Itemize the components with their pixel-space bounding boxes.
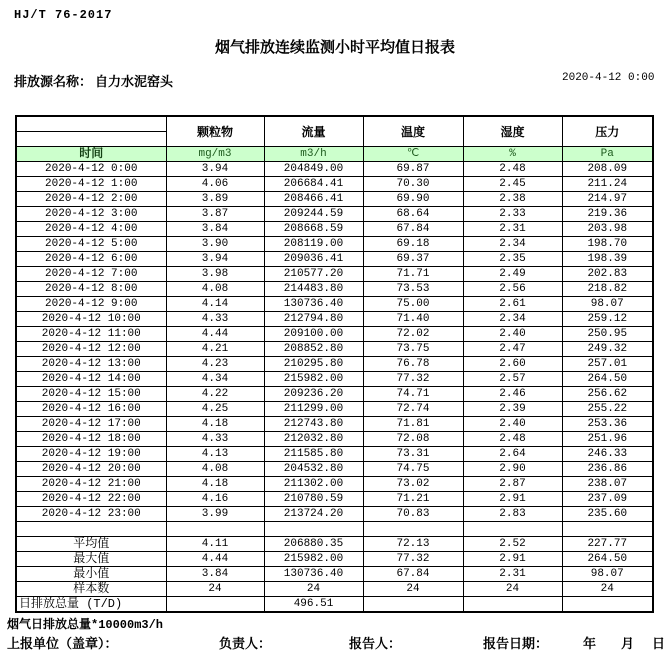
value-cell: 2.61: [463, 297, 562, 312]
value-cell: 264.50: [562, 552, 653, 567]
value-cell: 264.50: [562, 372, 653, 387]
value-cell: 71.40: [363, 312, 463, 327]
value-cell: 2.46: [463, 387, 562, 402]
value-cell: [363, 597, 463, 613]
value-cell: 209244.59: [264, 207, 363, 222]
value-cell: 24: [264, 582, 363, 597]
table-row: [16, 372, 653, 387]
value-cell: 70.83: [363, 507, 463, 522]
value-cell: 4.08: [166, 282, 264, 297]
value-cell: 69.18: [363, 237, 463, 252]
empty-cell: [264, 522, 363, 537]
value-cell: 209236.20: [264, 387, 363, 402]
time-cell: 2020-4-12 9:00: [16, 297, 166, 312]
column-header-flow: 流量: [264, 116, 363, 147]
value-cell: 250.95: [562, 327, 653, 342]
value-cell: 76.78: [363, 357, 463, 372]
month-label: 月: [621, 637, 635, 652]
value-cell: 74.75: [363, 462, 463, 477]
value-cell: 211585.80: [264, 447, 363, 462]
value-cell: 4.22: [166, 387, 264, 402]
value-cell: 4.23: [166, 357, 264, 372]
table-row: [16, 492, 653, 507]
value-cell: 69.87: [363, 162, 463, 177]
value-cell: 2.48: [463, 162, 562, 177]
value-cell: 77.32: [363, 372, 463, 387]
table-row: [16, 327, 653, 342]
value-cell: 496.51: [264, 597, 363, 613]
standard-number: HJ/T 76-2017: [14, 8, 113, 22]
value-cell: 2.38: [463, 192, 562, 207]
value-cell: 215982.00: [264, 552, 363, 567]
value-cell: 3.87: [166, 207, 264, 222]
value-cell: 249.32: [562, 342, 653, 357]
value-cell: 255.22: [562, 402, 653, 417]
value-cell: 3.84: [166, 567, 264, 582]
time-cell: 2020-4-12 2:00: [16, 192, 166, 207]
value-cell: 2.34: [463, 312, 562, 327]
unit-pressure: Pa: [562, 147, 653, 162]
value-cell: 4.44: [166, 327, 264, 342]
table-row: [16, 267, 653, 282]
time-cell: 2020-4-12 7:00: [16, 267, 166, 282]
value-cell: 198.70: [562, 237, 653, 252]
value-cell: 2.40: [463, 327, 562, 342]
time-cell: 2020-4-12 13:00: [16, 357, 166, 372]
value-cell: 2.91: [463, 552, 562, 567]
value-cell: 206880.35: [264, 537, 363, 552]
value-cell: 2.31: [463, 567, 562, 582]
value-cell: 72.13: [363, 537, 463, 552]
source-label: 排放源名称：: [14, 75, 93, 90]
table-row: [16, 357, 653, 372]
value-cell: 2.33: [463, 207, 562, 222]
summary-label-cell: 样本数: [16, 582, 166, 597]
value-cell: 4.34: [166, 372, 264, 387]
value-cell: 257.01: [562, 357, 653, 372]
value-cell: 2.45: [463, 177, 562, 192]
value-cell: 24: [166, 582, 264, 597]
value-cell: 75.00: [363, 297, 463, 312]
time-cell: 2020-4-12 20:00: [16, 462, 166, 477]
table-row: [16, 222, 653, 237]
value-cell: 73.53: [363, 282, 463, 297]
value-cell: 4.13: [166, 447, 264, 462]
value-cell: 3.84: [166, 222, 264, 237]
time-cell: 2020-4-12 12:00: [16, 342, 166, 357]
value-cell: 211302.00: [264, 477, 363, 492]
value-cell: 227.77: [562, 537, 653, 552]
value-cell: 2.90: [463, 462, 562, 477]
table-row: [16, 462, 653, 477]
report-datetime: 2020-4-12 0:00: [562, 72, 655, 84]
table-row: [16, 252, 653, 267]
column-header-pm: 颗粒物: [166, 116, 264, 147]
time-cell: 2020-4-12 21:00: [16, 477, 166, 492]
value-cell: 2.83: [463, 507, 562, 522]
value-cell: 208119.00: [264, 237, 363, 252]
value-cell: 256.62: [562, 387, 653, 402]
value-cell: 212032.80: [264, 432, 363, 447]
value-cell: 259.12: [562, 312, 653, 327]
table-row: [16, 192, 653, 207]
time-cell: 2020-4-12 8:00: [16, 282, 166, 297]
table-row: [16, 537, 653, 552]
value-cell: 70.30: [363, 177, 463, 192]
time-cell: 2020-4-12 15:00: [16, 387, 166, 402]
value-cell: 2.60: [463, 357, 562, 372]
value-cell: 67.84: [363, 222, 463, 237]
value-cell: 2.39: [463, 402, 562, 417]
value-cell: 2.57: [463, 372, 562, 387]
value-cell: 246.33: [562, 447, 653, 462]
report-date-label: 报告日期：: [483, 637, 549, 652]
value-cell: 213724.20: [264, 507, 363, 522]
table-row: [16, 567, 653, 582]
day-label: 日: [652, 637, 666, 652]
value-cell: 253.36: [562, 417, 653, 432]
value-cell: 24: [562, 582, 653, 597]
value-cell: 3.99: [166, 507, 264, 522]
table-row: [16, 207, 653, 222]
table-row: [16, 282, 653, 297]
value-cell: 208668.59: [264, 222, 363, 237]
value-cell: [562, 597, 653, 613]
value-cell: 98.07: [562, 567, 653, 582]
value-cell: 2.48: [463, 432, 562, 447]
time-cell: 2020-4-12 14:00: [16, 372, 166, 387]
table-row: [16, 237, 653, 252]
value-cell: 71.21: [363, 492, 463, 507]
corner-cell: [16, 116, 166, 147]
footnote: 烟气日排放总量*10000m3/h: [7, 618, 164, 632]
time-cell: 2020-4-12 17:00: [16, 417, 166, 432]
column-header-pressure: 压力: [562, 116, 653, 147]
empty-cell: [16, 522, 166, 537]
value-cell: 235.60: [562, 507, 653, 522]
time-cell: 2020-4-12 6:00: [16, 252, 166, 267]
table-row: [16, 552, 653, 567]
summary-label-cell: 最大值: [16, 552, 166, 567]
value-cell: 24: [363, 582, 463, 597]
value-cell: 3.94: [166, 252, 264, 267]
report-table: [15, 115, 654, 613]
time-cell: 2020-4-12 1:00: [16, 177, 166, 192]
value-cell: 73.02: [363, 477, 463, 492]
unit-pm: mg/m3: [166, 147, 264, 162]
empty-cell: [562, 522, 653, 537]
value-cell: 214.97: [562, 192, 653, 207]
summary-rows: [16, 537, 653, 613]
value-cell: 251.96: [562, 432, 653, 447]
value-cell: 4.18: [166, 477, 264, 492]
unit-flow: m3/h: [264, 147, 363, 162]
value-cell: 202.83: [562, 267, 653, 282]
value-cell: 211299.00: [264, 402, 363, 417]
value-cell: 214483.80: [264, 282, 363, 297]
corner-top-cell: [17, 117, 166, 132]
value-cell: 73.31: [363, 447, 463, 462]
hourly-data-rows: [16, 162, 653, 522]
unit-header-row: [16, 147, 653, 162]
value-cell: 212743.80: [264, 417, 363, 432]
table-row: [16, 432, 653, 447]
value-cell: 4.44: [166, 552, 264, 567]
source-name: 自力水泥窑头: [95, 75, 174, 90]
reporter-label: 报告人：: [349, 637, 402, 652]
responsible-label: 负责人：: [219, 637, 272, 652]
value-cell: 73.75: [363, 342, 463, 357]
table-row: [16, 387, 653, 402]
value-cell: 204532.80: [264, 462, 363, 477]
time-cell: 2020-4-12 10:00: [16, 312, 166, 327]
value-cell: 2.34: [463, 237, 562, 252]
empty-cell: [166, 522, 264, 537]
value-cell: 4.33: [166, 432, 264, 447]
value-cell: 72.08: [363, 432, 463, 447]
value-cell: 72.74: [363, 402, 463, 417]
time-cell: 2020-4-12 11:00: [16, 327, 166, 342]
time-cell: 2020-4-12 5:00: [16, 237, 166, 252]
value-cell: 237.09: [562, 492, 653, 507]
unit-humidity: %: [463, 147, 562, 162]
value-cell: 206684.41: [264, 177, 363, 192]
time-cell: 2020-4-12 19:00: [16, 447, 166, 462]
table-row: [16, 507, 653, 522]
summary-label-cell: 日排放总量 (T/D): [16, 597, 166, 613]
table-row: [16, 342, 653, 357]
value-cell: 2.56: [463, 282, 562, 297]
value-cell: 71.71: [363, 267, 463, 282]
table-row: [16, 297, 653, 312]
pollutant-header-row: [16, 116, 653, 147]
value-cell: 4.06: [166, 177, 264, 192]
summary-label-cell: 平均值: [16, 537, 166, 552]
value-cell: 98.07: [562, 297, 653, 312]
value-cell: 204849.00: [264, 162, 363, 177]
value-cell: 4.25: [166, 402, 264, 417]
value-cell: [463, 597, 562, 613]
table-row: [16, 597, 653, 613]
value-cell: 212794.80: [264, 312, 363, 327]
value-cell: 209036.41: [264, 252, 363, 267]
table-row: [16, 582, 653, 597]
value-cell: 210780.59: [264, 492, 363, 507]
value-cell: 4.16: [166, 492, 264, 507]
value-cell: 4.33: [166, 312, 264, 327]
table-row: [16, 402, 653, 417]
value-cell: 3.98: [166, 267, 264, 282]
value-cell: 2.64: [463, 447, 562, 462]
value-cell: 208466.41: [264, 192, 363, 207]
value-cell: 236.86: [562, 462, 653, 477]
value-cell: 2.49: [463, 267, 562, 282]
column-header-temperature: 温度: [363, 116, 463, 147]
table-row: [16, 447, 653, 462]
page-title: 烟气排放连续监测小时平均值日报表: [214, 40, 455, 57]
value-cell: 4.08: [166, 462, 264, 477]
time-cell: 2020-4-12 3:00: [16, 207, 166, 222]
time-cell: 2020-4-12 4:00: [16, 222, 166, 237]
time-cell: 2020-4-12 22:00: [16, 492, 166, 507]
value-cell: 4.18: [166, 417, 264, 432]
value-cell: 238.07: [562, 477, 653, 492]
time-cell: 2020-4-12 0:00: [16, 162, 166, 177]
year-label: 年: [583, 637, 597, 652]
empty-cell: [463, 522, 562, 537]
value-cell: 69.37: [363, 252, 463, 267]
value-cell: 2.47: [463, 342, 562, 357]
time-column-header: 时间: [16, 147, 166, 162]
value-cell: 130736.40: [264, 567, 363, 582]
table-row: [16, 417, 653, 432]
value-cell: 208.09: [562, 162, 653, 177]
value-cell: 74.71: [363, 387, 463, 402]
value-cell: 77.32: [363, 552, 463, 567]
value-cell: 2.91: [463, 492, 562, 507]
value-cell: 198.39: [562, 252, 653, 267]
table-row: [16, 177, 653, 192]
empty-cell: [363, 522, 463, 537]
time-cell: 2020-4-12 16:00: [16, 402, 166, 417]
table-row: [16, 312, 653, 327]
table-row: [16, 162, 653, 177]
value-cell: 2.31: [463, 222, 562, 237]
value-cell: 67.84: [363, 567, 463, 582]
value-cell: 4.11: [166, 537, 264, 552]
unit-temperature: ℃: [363, 147, 463, 162]
time-cell: 2020-4-12 18:00: [16, 432, 166, 447]
value-cell: 3.94: [166, 162, 264, 177]
value-cell: 210295.80: [264, 357, 363, 372]
value-cell: 3.90: [166, 237, 264, 252]
value-cell: 203.98: [562, 222, 653, 237]
value-cell: [166, 597, 264, 613]
value-cell: 71.81: [363, 417, 463, 432]
value-cell: 4.14: [166, 297, 264, 312]
value-cell: 72.02: [363, 327, 463, 342]
time-cell: 2020-4-12 23:00: [16, 507, 166, 522]
value-cell: 215982.00: [264, 372, 363, 387]
value-cell: 2.87: [463, 477, 562, 492]
value-cell: 130736.40: [264, 297, 363, 312]
value-cell: 3.89: [166, 192, 264, 207]
value-cell: 68.64: [363, 207, 463, 222]
value-cell: 69.90: [363, 192, 463, 207]
table-row: [16, 477, 653, 492]
value-cell: 2.35: [463, 252, 562, 267]
value-cell: 24: [463, 582, 562, 597]
corner-bottom-cell: [17, 132, 166, 146]
report-unit-label: 上报单位（盖章）：: [7, 637, 118, 652]
value-cell: 208852.80: [264, 342, 363, 357]
value-cell: 211.24: [562, 177, 653, 192]
value-cell: 2.40: [463, 417, 562, 432]
summary-label-cell: 最小值: [16, 567, 166, 582]
spacer-section: [16, 522, 653, 537]
column-header-humidity: 湿度: [463, 116, 562, 147]
value-cell: 209100.00: [264, 327, 363, 342]
value-cell: 4.21: [166, 342, 264, 357]
value-cell: 219.36: [562, 207, 653, 222]
value-cell: 210577.20: [264, 267, 363, 282]
value-cell: 2.52: [463, 537, 562, 552]
empty-row: [16, 522, 653, 537]
value-cell: 218.82: [562, 282, 653, 297]
